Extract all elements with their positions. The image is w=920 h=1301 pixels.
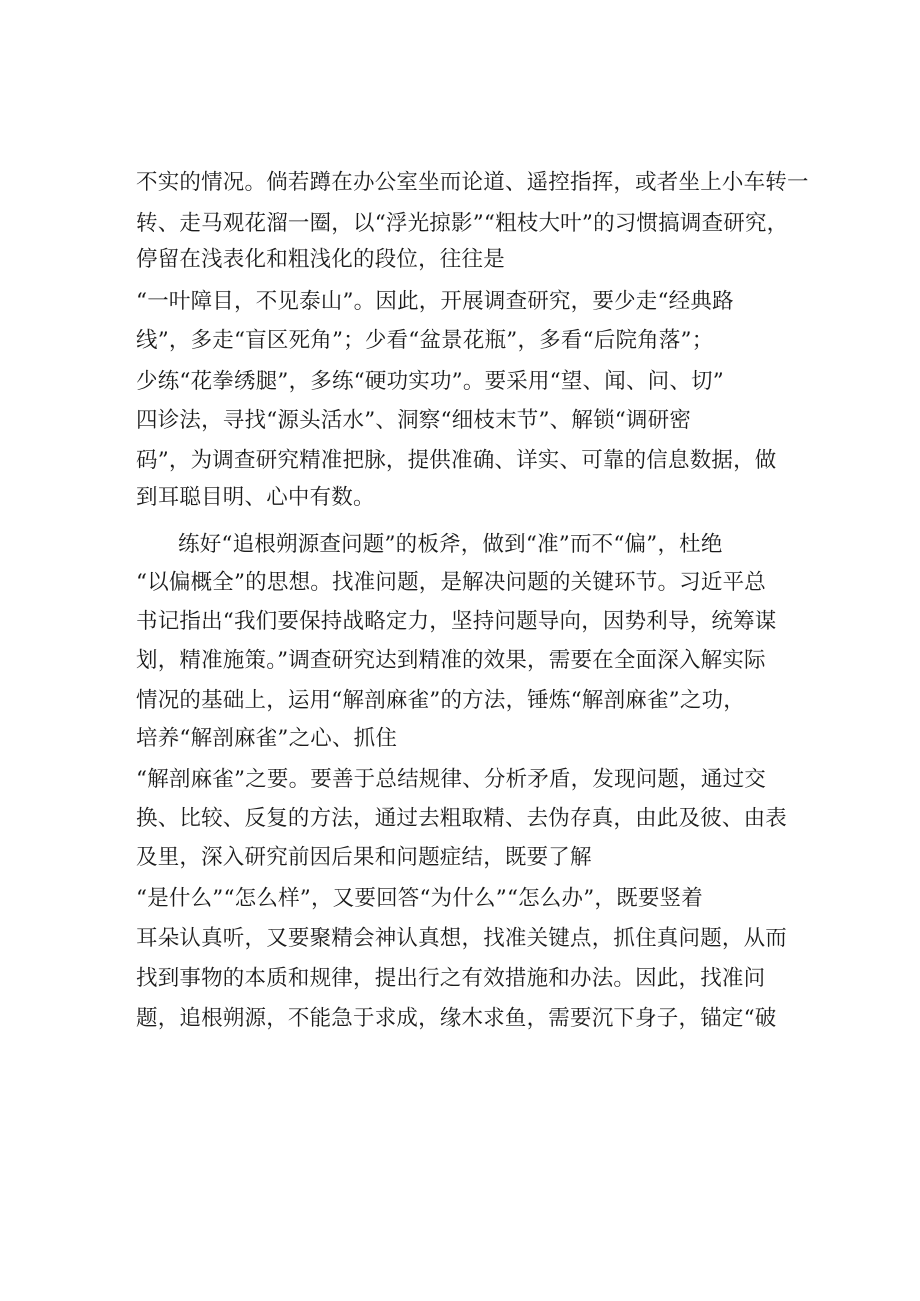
text-line: 书记指出“我们要保持战略定力，坚持问题导向，因势利导，统筹谋 — [136, 609, 777, 634]
text-line: 及里，深入研究前因后果和问题症结，既要了解 — [136, 845, 592, 870]
text-line: “一叶障目，不见泰山”。因此，开展调查研究，要少走“经典路 — [136, 289, 734, 314]
text-line: 情况的基础上，运用“解剖麻雀”的方法，锤炼“解剖麻雀”之功， — [136, 688, 745, 713]
text-line: “是什么”“怎么样”，又要回答“为什么”“怎么办”，既要竖着 — [136, 886, 703, 911]
text-line: 线”，多走“盲区死角”；少看“盆景花瓶”，多看“后院角落”； — [136, 328, 714, 353]
text-line: 转、走马观花溜一圈，以“浮光掠影”“粗枝大叶”的习惯搞调查研究， — [136, 211, 789, 236]
text-line: 到耳聪目明、心中有数。 — [136, 485, 375, 510]
text-line: “以偏概全”的思想。找准问题，是解决问题的关键环节。习近平总 — [136, 570, 766, 595]
text-line: 找到事物的本质和规律，提出行之有效措施和办法。因此，找准问 — [136, 966, 766, 991]
text-line: 耳朵认真听，又要聚精会神认真想，找准关键点，抓住真问题，从而 — [136, 926, 788, 951]
text-line: 题，追根朔源，不能急于求成，缘木求鱼，需要沉下身子，锚定“破 — [136, 1006, 777, 1031]
text-line: 四诊法，寻找“源头活水”、洞察“细枝末节”、解锁“调研密 — [136, 408, 692, 433]
text-line: 培养“解剖麻雀”之心、抓住 — [136, 726, 398, 751]
text-line: “解剖麻雀”之要。要善于总结规律、分析矛盾，发现问题，通过交 — [136, 767, 766, 792]
text-line: 划，精准施策。”调查研究达到精准的效果，需要在全面深入解实际 — [136, 648, 766, 673]
text-line: 不实的情况。倘若蹲在办公室坐而论道、遥控指挥，或者坐上小车转一 — [136, 170, 809, 195]
text-line: 码”，为调查研究精准把脉，提供准确、详实、可靠的信息数据，做 — [136, 448, 777, 473]
paragraph-first-line: 练好“追根朔源查问题”的板斧，做到“准”而不“偏”，杜绝 — [178, 532, 723, 557]
text-line: 少练“花拳绣腿”，多练“硬功实功”。要采用“望、闻、问、切” — [136, 369, 724, 394]
text-line: 停留在浅表化和粗浅化的段位，往往是 — [136, 247, 505, 272]
text-line: 换、比较、反复的方法，通过去粗取精、去伪存真，由此及彼、由表 — [136, 806, 788, 831]
